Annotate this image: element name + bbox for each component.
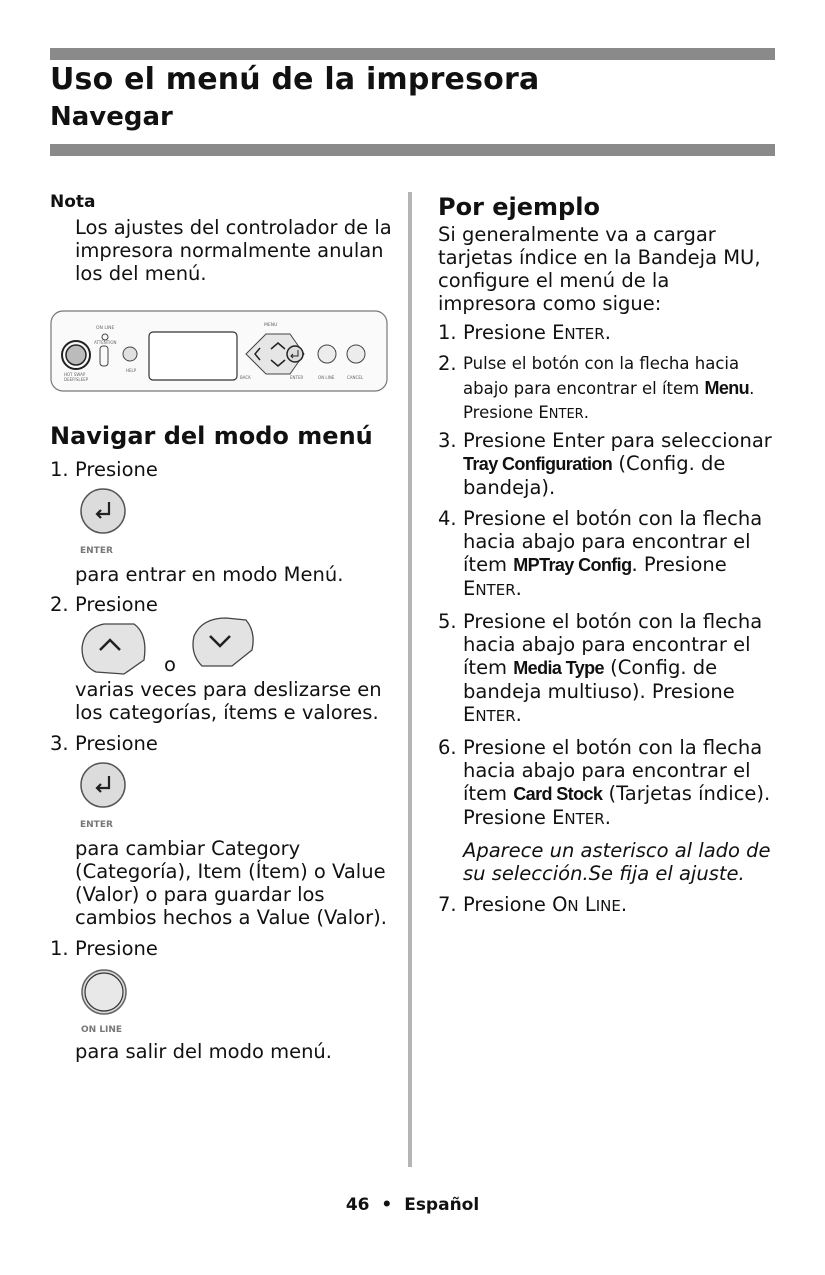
intro-text: Si generalmente va a cargar tarjetas índice en la Bandeja MU, configure el menú de la impresora como sigue:: [438, 223, 761, 315]
page-subtitle: Navegar: [50, 102, 173, 132]
panel-label-online2: ON LINE: [318, 375, 335, 380]
power-button-inner: [66, 345, 86, 365]
top-rule: [50, 48, 775, 60]
step-number: 1.: [50, 937, 69, 960]
online-button-label: ON LINE: [81, 1025, 123, 1035]
column-divider: [408, 192, 412, 1167]
step-text: Presione: [75, 937, 158, 960]
panel-label-enter: ENTER: [290, 375, 304, 380]
note-label: Nota: [50, 192, 96, 212]
left-column: [50, 190, 395, 1063]
panel-online-button: [318, 345, 336, 363]
step-after-text: para cambiar Category (Categoría), Item (Ítem) o Value (Valor) o para guardar los cambios hechos a Value (Valor).: [75, 837, 387, 929]
section-title-example: Por ejemplo: [438, 193, 600, 221]
up-arrow-button-icon: [78, 620, 150, 676]
panel-label-attention: ATTENTION: [94, 340, 117, 345]
right-step-6: 6. Presione el botón con la flecha hacia abajo para encontrar el ítem Card Stock (Tarjetas índice). Presione ENTER.: [438, 736, 771, 829]
step-number: 2.: [438, 352, 457, 375]
step-number: 7.: [438, 893, 457, 916]
right-step-2: 2. Pulse el botón con la flecha hacia abajo para encontrar el ítem Menu. Presione ENTER.: [438, 352, 783, 427]
left-step-2: [50, 593, 395, 724]
panel-label-hotswap: HOT SWAP: [64, 372, 86, 377]
step-number: 1.: [50, 458, 69, 481]
right-step-7: 7. Presione ON LINE.: [438, 893, 628, 916]
panel-cancel-button: [347, 345, 365, 363]
left-step-4: [50, 937, 395, 1063]
page-title: Uso el menú de la impresora: [50, 62, 540, 97]
result-note: Aparece un asterisco al lado de su selección.Se fija el ajuste.: [463, 839, 771, 885]
section-title-navigate: Navigar del modo menú: [50, 422, 373, 450]
footer-language: Español: [404, 1195, 480, 1215]
enter-button-label: ENTER: [80, 820, 113, 830]
step-number: 1.: [438, 321, 457, 344]
right-step-1: 1. Presione ENTER.: [438, 321, 611, 344]
step-text: Presione: [75, 593, 158, 616]
step-number: 6.: [438, 736, 457, 759]
step-text: Presione: [75, 458, 158, 481]
right-step-3: 3. Presione Enter para seleccionar Tray Configuration (Config. de bandeja).: [438, 429, 772, 499]
panel-label-menu: MENU: [264, 323, 278, 328]
step-after-text: varias veces para deslizarse en los categorías, ítems e valores.: [75, 678, 382, 724]
panel-label-deepsleep: DEEP/SLEEP: [64, 377, 89, 382]
page-number: 46: [345, 1195, 370, 1215]
or-word: o: [164, 653, 176, 676]
step-text: Presione: [75, 732, 158, 755]
right-column: [438, 193, 783, 918]
online-button-icon: [78, 968, 130, 1036]
panel-label-online: ON LINE: [96, 326, 115, 331]
step-number: 3.: [50, 732, 69, 755]
step-number: 4.: [438, 507, 457, 530]
step-number: 2.: [50, 593, 69, 616]
enter-button-icon: [78, 487, 128, 559]
left-step-3: [50, 732, 395, 929]
step-number: 5.: [438, 610, 457, 633]
panel-enter-button: [287, 346, 303, 362]
page-footer: [0, 1195, 825, 1215]
help-button: [123, 347, 137, 361]
right-step-5: 5. Presione el botón con la flecha hacia abajo para encontrar el ítem Media Type (Config. de bandeja multiuso). Presione ENTER.: [438, 610, 763, 726]
left-step-1: [50, 458, 395, 586]
footer-bullet: •: [381, 1195, 393, 1215]
step-number: 3.: [438, 429, 457, 452]
panel-label-back: BACK: [240, 375, 251, 380]
down-arrow-button-icon: [188, 614, 260, 670]
enter-button-icon: [78, 761, 128, 833]
step-after-text: para salir del modo menú.: [75, 1040, 332, 1063]
step-after-text: para entrar en modo Menú.: [75, 563, 344, 586]
lcd-display: [149, 332, 237, 380]
note-text: Los ajustes del controlador de la impresora normalmente anulan los del menú.: [75, 216, 392, 285]
panel-label-cancel: CANCEL: [347, 375, 364, 380]
bottom-rule: [50, 144, 775, 156]
enter-button-label: ENTER: [80, 546, 113, 556]
printer-control-panel: [50, 310, 388, 392]
right-step-4: 4. Presione el botón con la flecha hacia abajo para encontrar el ítem MPTray Config. Presione ENTER.: [438, 507, 763, 600]
panel-label-help: HELP: [126, 368, 137, 373]
